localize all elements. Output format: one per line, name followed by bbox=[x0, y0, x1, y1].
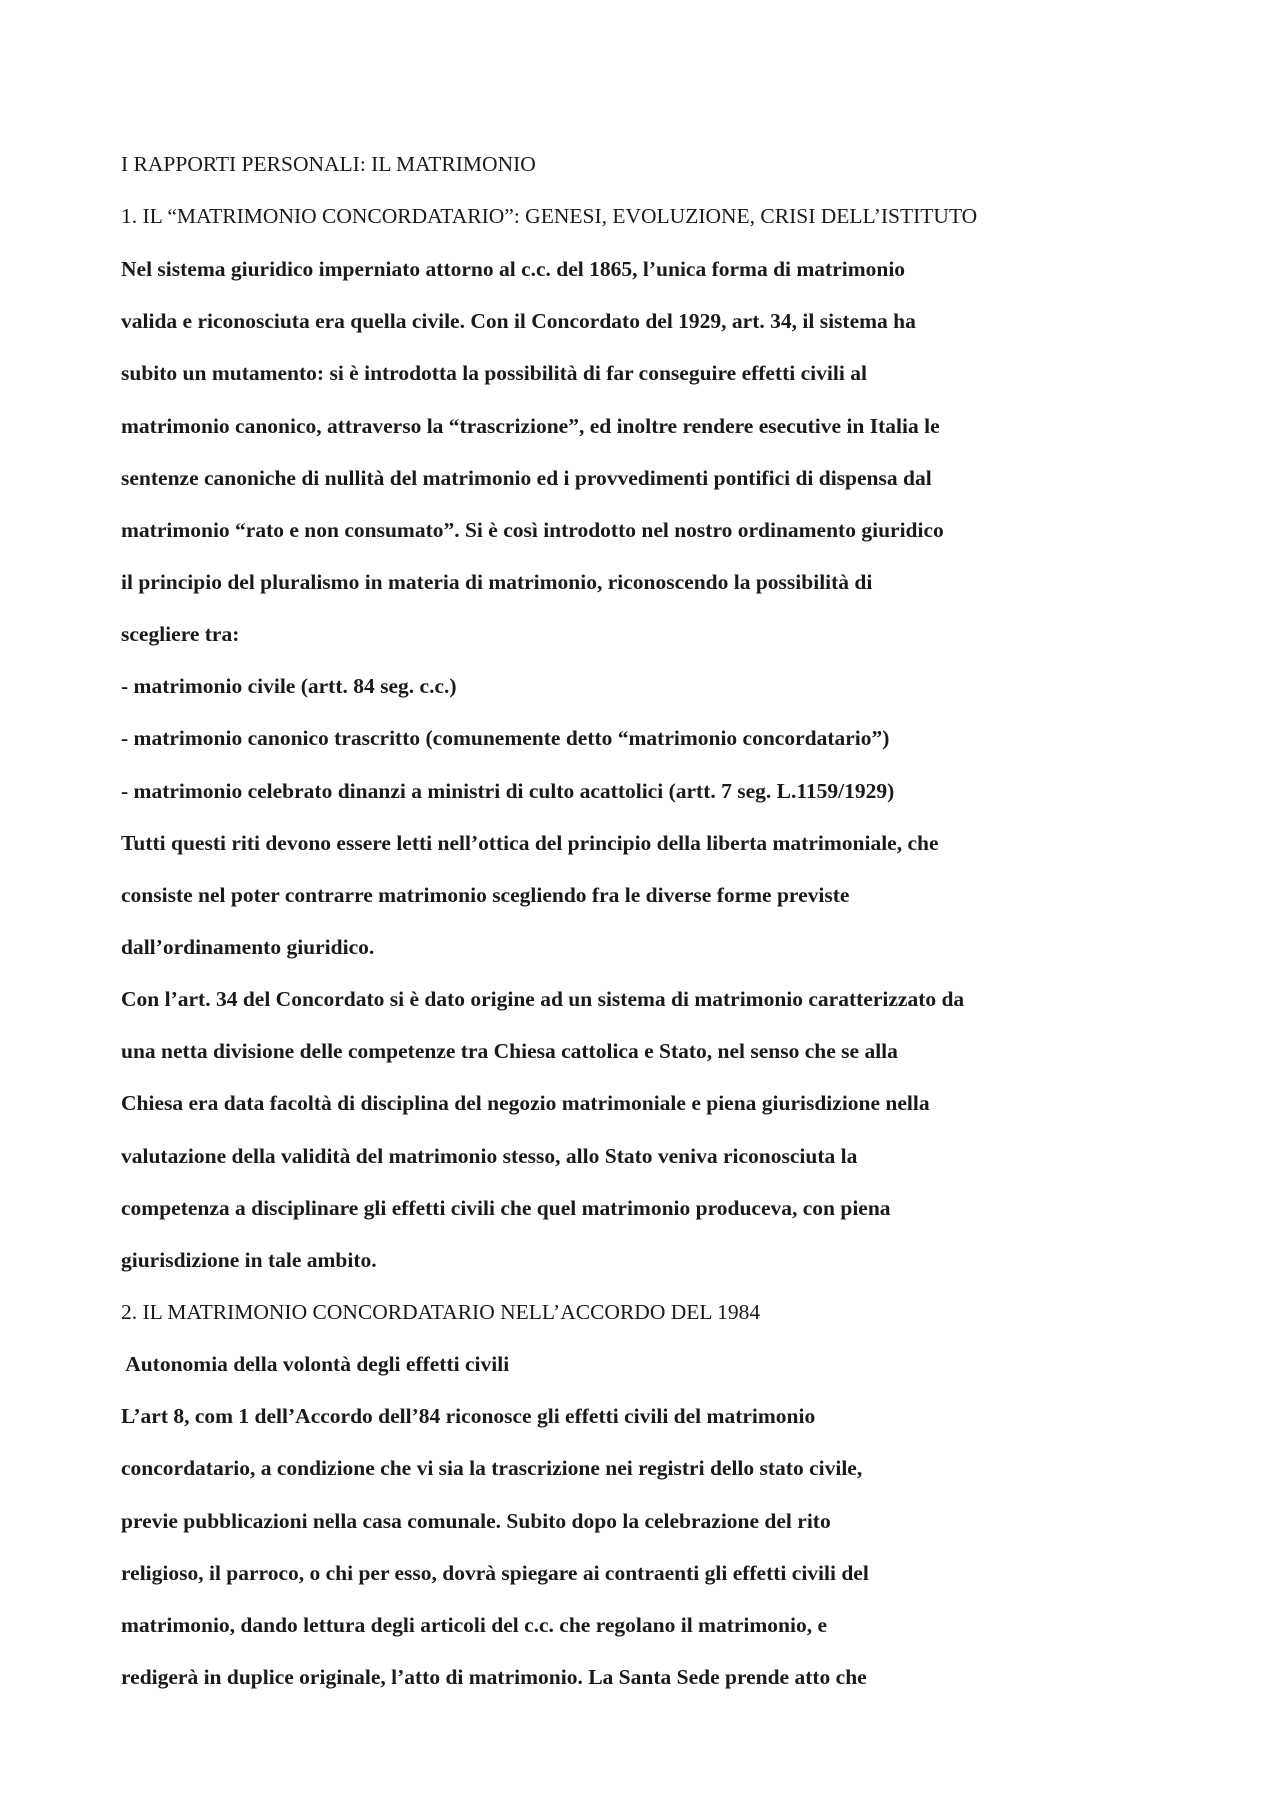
list-item: - matrimonio civile (artt. 84 seg. c.c.) bbox=[121, 674, 457, 698]
paragraph-line: concordatario, a condizione che vi sia la trascrizione nei registri dello stato civile, bbox=[121, 1456, 863, 1480]
paragraph-line: consiste nel poter contrarre matrimonio scegliendo fra le diverse forme previste bbox=[121, 883, 850, 907]
paragraph-line: redigerà in duplice originale, l’atto di matrimonio. La Santa Sede prende atto che bbox=[121, 1665, 867, 1689]
paragraph-line: Chiesa era data facoltà di disciplina del negozio matrimoniale e piena giurisdizione nella bbox=[121, 1091, 930, 1115]
paragraph-line: matrimonio “rato e non consumato”. Si è così introdotto nel nostro ordinamento giuridico bbox=[121, 518, 944, 542]
paragraph-line: una netta divisione delle competenze tra Chiesa cattolica e Stato, nel senso che se alla bbox=[121, 1039, 898, 1063]
paragraph-line: valutazione della validità del matrimonio stesso, allo Stato veniva riconosciuta la bbox=[121, 1144, 858, 1168]
paragraph-line: L’art 8, com 1 dell’Accordo dell’84 riconosce gli effetti civili del matrimonio bbox=[121, 1404, 816, 1428]
list-item: - matrimonio canonico trascritto (comunemente detto “matrimonio concordatario”) bbox=[121, 726, 890, 750]
paragraph-line: religioso, il parroco, o chi per esso, dovrà spiegare ai contraenti gli effetti civili del bbox=[121, 1561, 869, 1585]
paragraph-line: valida e riconosciuta era quella civile. Con il Concordato del 1929, art. 34, il sistema ha bbox=[121, 309, 916, 333]
paragraph-line: Con l’art. 34 del Concordato si è dato origine ad un sistema di matrimonio caratterizzato da bbox=[121, 987, 965, 1011]
paragraph-line: Nel sistema giuridico imperniato attorno al c.c. del 1865, l’unica forma di matrimonio bbox=[121, 257, 906, 281]
document-title: I RAPPORTI PERSONALI: IL MATRIMONIO bbox=[121, 152, 536, 176]
paragraph-line: competenza a disciplinare gli effetti civili che quel matrimonio produceva, con piena bbox=[121, 1196, 891, 1220]
list-item: - matrimonio celebrato dinanzi a ministri di culto acattolici (artt. 7 seg. L.1159/1929) bbox=[121, 779, 895, 803]
paragraph-line: dall’ordinamento giuridico. bbox=[121, 935, 375, 959]
paragraph-line: matrimonio canonico, attraverso la “trascrizione”, ed inoltre rendere esecutive in Italia le bbox=[121, 414, 940, 438]
section-2-subheading: Autonomia della volontà degli effetti civili bbox=[121, 1352, 510, 1376]
paragraph-line: matrimonio, dando lettura degli articoli del c.c. che regolano il matrimonio, e bbox=[121, 1613, 828, 1637]
paragraph-line: Tutti questi riti devono essere letti nell’ottica del principio della liberta matrimoniale, che bbox=[121, 831, 939, 855]
section-2-heading: 2. IL MATRIMONIO CONCORDATARIO NELL’ACCORDO DEL 1984 bbox=[121, 1300, 761, 1324]
paragraph-line: previe pubblicazioni nella casa comunale. Subito dopo la celebrazione del rito bbox=[121, 1509, 831, 1533]
paragraph-line: subito un mutamento: si è introdotta la possibilità di far conseguire effetti civili al bbox=[121, 361, 867, 385]
paragraph-line: sentenze canoniche di nullità del matrimonio ed i provvedimenti pontifici di dispensa dal bbox=[121, 466, 932, 490]
paragraph-line: giurisdizione in tale ambito. bbox=[121, 1248, 377, 1272]
section-1-heading: 1. IL “MATRIMONIO CONCORDATARIO”: GENESI, EVOLUZIONE, CRISI DELL’ISTITUTO bbox=[121, 204, 978, 228]
paragraph-line: il principio del pluralismo in materia di matrimonio, riconoscendo la possibilità di bbox=[121, 570, 873, 594]
paragraph-line: scegliere tra: bbox=[121, 622, 240, 646]
